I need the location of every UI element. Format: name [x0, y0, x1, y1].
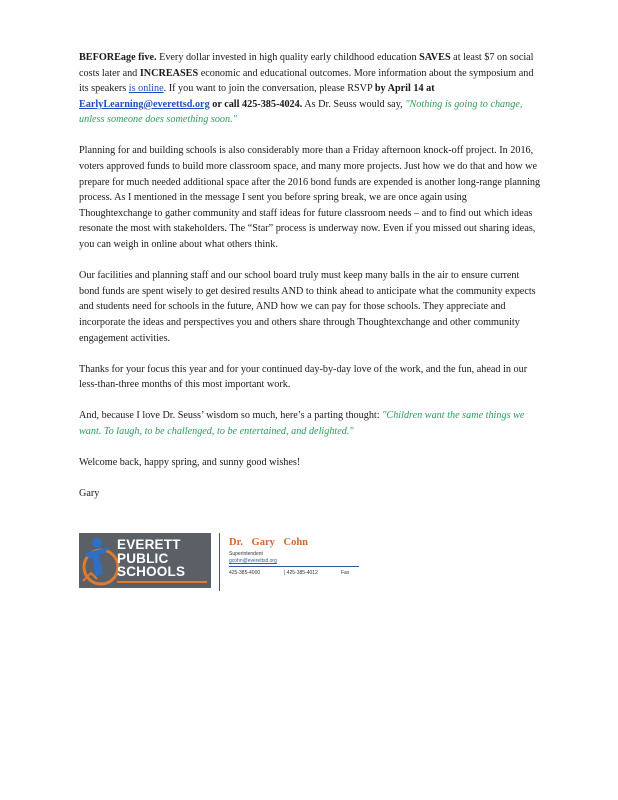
paragraph-thanks: Thanks for your focus this year and for your continued day-by-day love of the work, and the fun, ahead in our less-than-three months of this most important work.	[79, 363, 528, 391]
paragraph-facilities: Our facilities and planning staff and our school board truly must keep many balls in the air to ensure current bond funds are spent wisely to get desired results AND to think ahead to anticipate what the community expects and students need for schools in the future, AND how we can pay for those schools. They appreciate and incorporate the ideas and perspectives you and others share through Thoughtexchange and other community engagement activities.	[79, 270, 536, 344]
signature-fax: Fax	[341, 570, 350, 576]
text-seuss-intro: As Dr. Seuss would say,	[302, 98, 406, 110]
text-age-five: age five.	[120, 52, 157, 63]
signature-name: Dr. Gary Cohn	[229, 537, 308, 548]
signature-title: Superintendent	[229, 551, 263, 557]
letter-body	[79, 50, 541, 517]
signature-divider	[219, 533, 220, 591]
quote-seuss-1: "Nothing is going to change, unless someone does something soon."	[79, 98, 523, 126]
text-increases: INCREASES	[139, 67, 199, 79]
quote-seuss-2: "Children want the same things we want. To laugh, to be challenged, to be entertained, and delighted."	[79, 410, 525, 437]
text-before: BEFORE	[79, 52, 121, 63]
paragraph-welcome: Welcome back, happy spring, and sunny good wishes!	[79, 456, 301, 468]
link-is-online[interactable]: is online	[128, 83, 164, 95]
text-saves: SAVES	[419, 52, 451, 63]
text-rsvp: . If you want to join the conversation, please RSVP	[163, 83, 375, 95]
text-call: or call 425-385-4024.	[209, 98, 303, 110]
district-logo	[79, 533, 211, 588]
signature-rule	[229, 566, 359, 567]
text-more-info: economic and educational outcomes. More information about the symposium and its speakers	[79, 67, 534, 95]
signature-phone: 425-385-4000	[229, 570, 261, 576]
text-dollar: Every dollar invested in high quality early childhood education	[156, 52, 420, 63]
signature-phone-alt: | 425-385-4012	[284, 570, 318, 576]
paragraph-parting	[79, 408, 541, 439]
signature-email-link[interactable]: gcohn@everettsd.org	[229, 558, 277, 564]
text-social-costs: at least $7 on social costs later and	[79, 52, 534, 79]
paragraph-planning: Planning for and building schools is also considerably more than a Friday afternoon knock-off project. In 2016, voters approved funds to build more classroom space, and many more projects. Just how we do that and how we prepare for much needed additional space after the 2016 bond funds are expended is another long-range planning process. As I mentioned in the message I sent you before spring break, we are once again using Thoughtexchange to gather community and staff ideas for future classroom needs – and to find out which ideas resonate the most with stakeholders. The “Star” process is underway now. Even if you missed out sharing ideas, you can weigh in online about what others think.	[79, 145, 541, 251]
text-parting-intro: And, because I love Dr. Seuss’ wisdom so much, here’s a parting thought:	[79, 410, 383, 422]
logo-text: EVERETT PUBLIC SCHOOLS	[117, 537, 186, 579]
email-signature	[79, 533, 549, 591]
paragraph-early-learning	[79, 50, 541, 128]
signoff-name: Gary	[79, 488, 100, 500]
link-email[interactable]: EarlyLearning@everettsd.org	[79, 98, 210, 110]
text-by-april: by April 14 at	[374, 83, 435, 95]
